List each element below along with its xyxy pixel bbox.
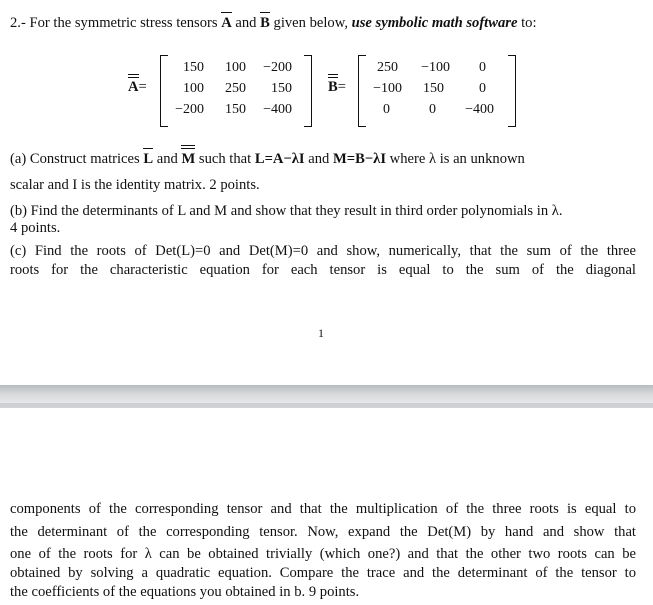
matrix-cell: −200 (263, 60, 292, 75)
continuation-line5: the coefficients of the equations you obtained in b. 9 points. (10, 584, 360, 600)
continuation-line4: obtained by solving a quadratic equation. Compare the trace and the determinant of the tensor to (10, 565, 636, 581)
continuation-line1: components of the corresponding tensor and that the multiplication of the three roots is equal to (10, 501, 636, 517)
matrix-cell: 100 (183, 81, 204, 96)
page-2 (0, 408, 653, 605)
page-number: 1 (318, 326, 324, 340)
problem-heading (10, 14, 537, 32)
matrix-cell: 0 (479, 60, 486, 75)
matrix-cell: −100 (373, 81, 402, 96)
intro-post: given below, (273, 15, 348, 31)
continuation-line3: one of the roots for λ can be obtained trivially (which one?) and that the other two roots can be (10, 546, 636, 562)
problem-number: 2.- (10, 15, 26, 31)
part-b-line2: 4 points. (10, 220, 61, 236)
matrix-a-right-bracket (304, 55, 312, 127)
continuation-line2: the determinant of the corresponding tensor. Now, expand the Det(M) by hand and show that (10, 524, 636, 540)
matrix-cell: 150 (423, 81, 444, 96)
part-a-line2: scalar and I is the identity matrix. 2 points. (10, 177, 260, 193)
and-word: and (235, 15, 257, 31)
matrix-b-right-bracket (508, 55, 516, 127)
matrix-cell: −100 (421, 60, 450, 75)
part-a-line1 (10, 150, 525, 168)
matrix-b-label: B= (328, 79, 346, 95)
matrix-cell: −400 (263, 102, 292, 117)
emphasis-text: use symbolic math software (351, 15, 518, 31)
tensor-a-symbol: A (221, 15, 232, 31)
tensor-l-symbol: L (143, 151, 154, 167)
matrix-cell: 150 (183, 60, 204, 75)
part-b-line1: (b) Find the determinants of L and M and show that they result in third order polynomials in λ. (10, 203, 563, 219)
part-a-tail: where λ is an unknown (389, 151, 525, 167)
matrix-cell: 100 (225, 60, 246, 75)
matrix-cell: 250 (377, 60, 398, 75)
matrix-cell: 250 (225, 81, 246, 96)
matrix-cell: −200 (175, 102, 204, 117)
and-word: and (308, 151, 330, 167)
matrix-cell: 0 (479, 81, 486, 96)
tensor-b-symbol: B (260, 15, 270, 31)
matrix-cell: 150 (271, 81, 292, 96)
matrix-a (128, 55, 328, 125)
matrix-a-label: A= (128, 79, 147, 95)
part-c-line2: roots for the characteristic equation for each tensor is equal to the sum of the diagonal (10, 262, 636, 278)
tensor-m-symbol: M (181, 151, 196, 167)
intro-end: to: (521, 15, 537, 31)
intro-text: For the symmetric stress tensors (29, 15, 218, 31)
and-word: and (156, 151, 178, 167)
matrix-cell: −400 (465, 102, 494, 117)
matrix-cell: 150 (225, 102, 246, 117)
matrix-cell: 0 (429, 102, 436, 117)
equation-m: M=B−λI (333, 151, 387, 167)
part-c-line1: (c) Find the roots of Det(L)=0 and Det(M)=0 and show, numerically, that the sum of the three (10, 243, 636, 259)
equation-l: L=A−λI (254, 151, 305, 167)
matrix-b (328, 55, 528, 125)
such-that: such that (198, 151, 252, 167)
part-a-intro: (a) Construct matrices (10, 151, 140, 167)
matrix-cell: 0 (383, 102, 390, 117)
